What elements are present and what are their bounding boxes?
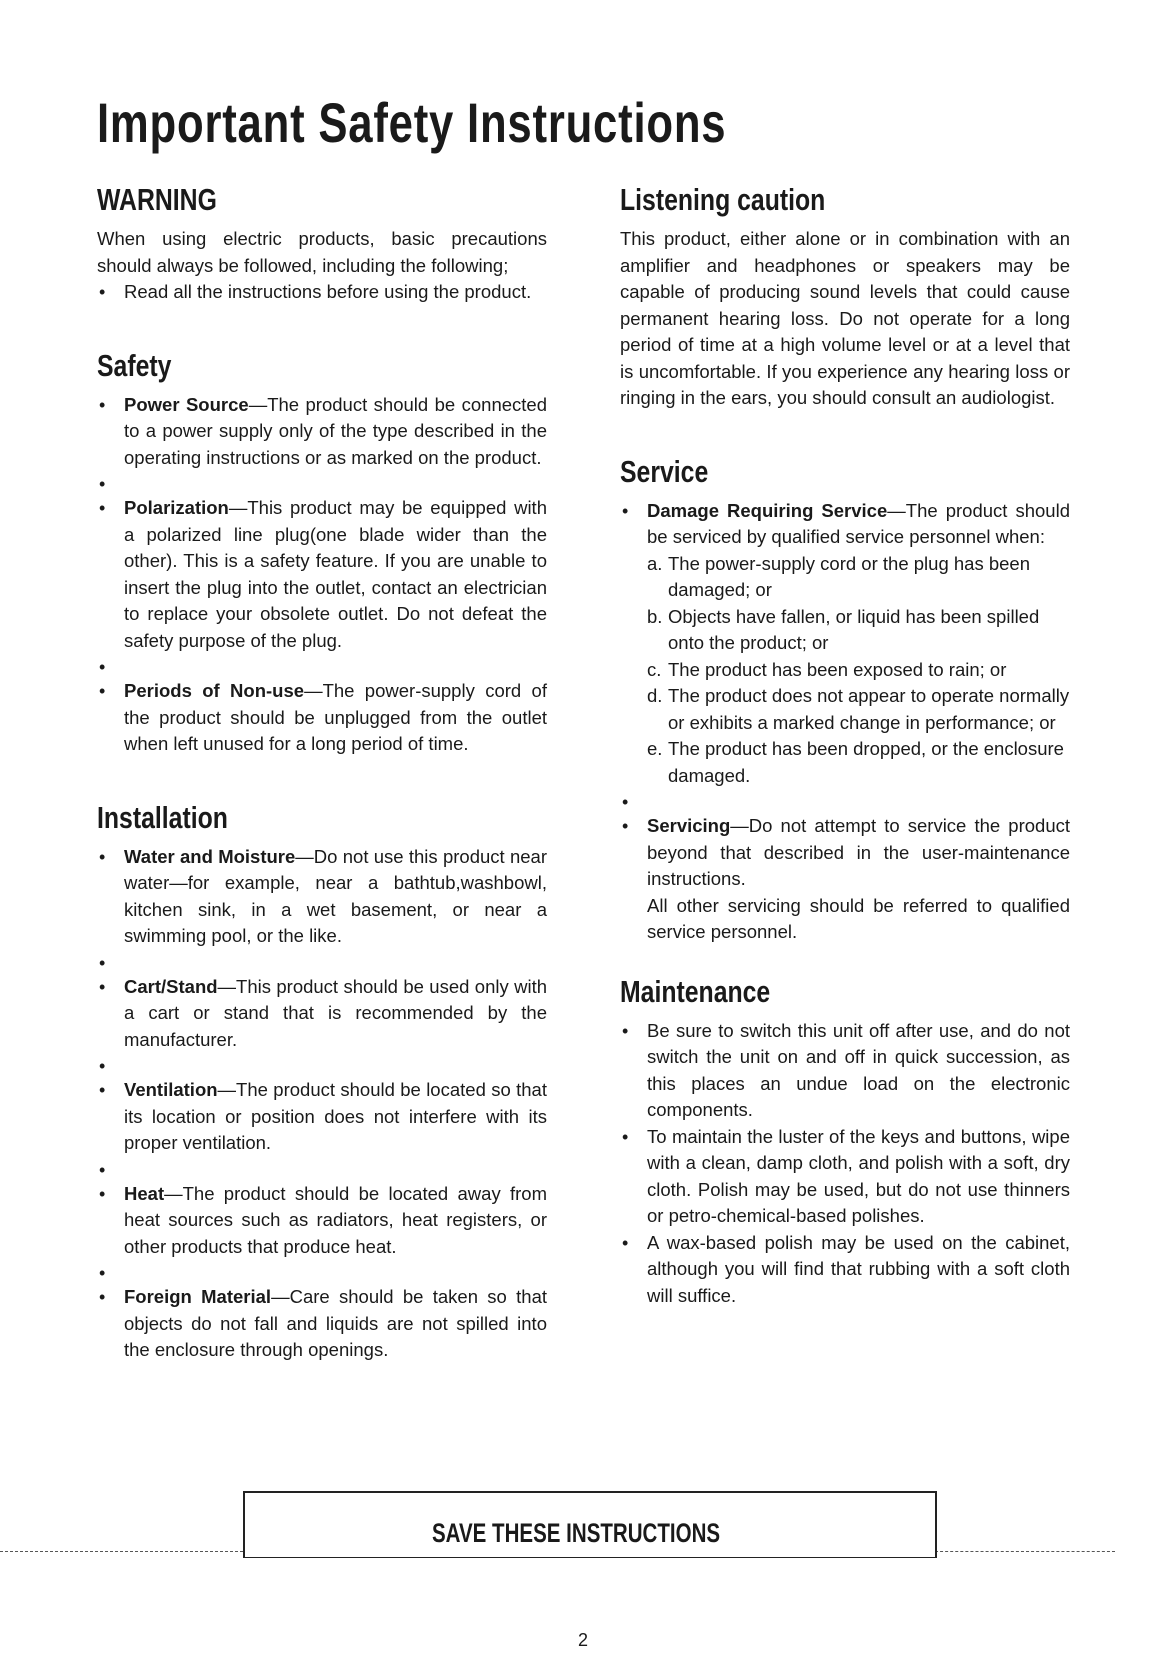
save-instructions-label: SAVE THESE INSTRUCTIONS — [432, 1518, 721, 1548]
item-text: —The product should be connected to a power supply only of the type described in the operating instructions or as marked on the product. — [124, 393, 547, 468]
item-text: —The power-supply cord of the product should be unplugged from the outlet when left unused for a long period of time. — [124, 680, 547, 754]
safety-section — [97, 346, 547, 758]
list-spacer — [97, 950, 547, 974]
warning-intro: When using electric products, basic precautions should always be followed, including the following; — [97, 228, 547, 276]
list-item: • To maintain the luster of the keys and buttons, wipe with a clean, damp cloth, and polish with a soft, dry cloth. Polish may be used, but do not use thinners or petro-chemical-based polishes. — [620, 1124, 1070, 1230]
sub-item — [647, 551, 1070, 604]
dashed-rule-right — [935, 1551, 1115, 1552]
damage-sub-list — [647, 551, 1070, 790]
item-text: —This product should be used only with a cart or stand that is recommended by the manufacturer. — [124, 975, 547, 1050]
item-text: —This product may be equipped with a polarized line plug(one blade wider than the other). This is a safety feature. If you are unable to insert the plug into the outlet, contact an electrician to replace your obsolete outlet. Do not defeat the safety purpose of the plug. — [124, 497, 547, 651]
list-spacer — [97, 1053, 547, 1077]
item-term: Damage Requiring Service — [647, 499, 888, 521]
sub-text: The product has been dropped, or the enclosure damaged. — [668, 738, 1064, 786]
list-item — [97, 844, 547, 950]
item-term: Cart/Stand — [124, 975, 218, 997]
sub-marker: c. — [647, 658, 662, 680]
sub-item — [647, 683, 1070, 736]
list-spacer — [97, 471, 547, 495]
item-term: Ventilation — [124, 1079, 218, 1100]
safety-list — [97, 392, 547, 758]
sub-marker: d. — [647, 685, 663, 706]
item-text: —The product should be located away from heat sources such as radiators, heat registers, or other products that produce heat. — [124, 1182, 547, 1257]
item-text: —Do not use this product near water—for example, near a bathtub,washbowl, kitchen sink, in a wet basement, or near a swimming pool, or the like. — [124, 845, 547, 946]
service-section — [620, 452, 1070, 946]
sub-marker: a. — [647, 552, 663, 574]
list-item — [97, 495, 547, 654]
right-column — [620, 180, 1070, 1309]
sub-item — [647, 657, 1070, 684]
sub-marker: e. — [647, 738, 663, 759]
item-text: —The product should be located so that its location or position does not interfere with its proper ventilation. — [124, 1079, 547, 1153]
maintenance-heading: Maintenance — [620, 973, 771, 1009]
page-title: Important Safety Instructions — [97, 91, 727, 154]
item-text: —Care should be taken so that objects do not fall and liquids are not spilled into the enclosure through openings. — [124, 1286, 548, 1360]
sub-item — [647, 736, 1070, 789]
service-list — [620, 498, 1070, 946]
list-spacer — [97, 654, 547, 678]
sub-item — [647, 604, 1070, 657]
item-text: —The product should be serviced by qualified service personnel when: — [647, 499, 1070, 547]
list-item — [97, 974, 547, 1054]
sub-text: Objects have fallen, or liquid has been spilled onto the product; or — [668, 605, 1040, 653]
list-item — [97, 1284, 547, 1364]
listening-section — [620, 180, 1070, 412]
list-item: • Be sure to switch this unit off after use, and do not switch the unit on and off in quick succession, as this places an undue load on the electronic components. — [620, 1018, 1070, 1124]
sub-text: The power-supply cord or the plug has been damaged; or — [668, 552, 1030, 600]
listening-text: This product, either alone or in combination with an amplifier and headphones or speakers may be capable of producing sound levels that could cause permanent hearing loss. Do not operate for a long period of time at a high volume level or at a level that is uncomfortable. If you experience any hearing loss or ringing in the ears, you should consult an audiologist. — [620, 228, 1070, 408]
item-text: —Do not attempt to service the product beyond that described in the user-maintenance instructions. — [647, 815, 1070, 889]
item-term: Water and Moisture — [124, 845, 296, 867]
warning-list — [97, 279, 547, 306]
list-item — [97, 678, 547, 758]
list-item — [97, 1077, 547, 1157]
dashed-rule-left — [0, 1551, 243, 1552]
page-number: 2 — [578, 1630, 589, 1650]
save-instructions-box — [243, 1491, 937, 1558]
service-heading: Service — [620, 453, 709, 489]
list-item — [620, 813, 1070, 946]
list-item: • Read all the instructions before using the product. — [97, 279, 547, 306]
maintenance-section — [620, 972, 1070, 1310]
sub-marker: b. — [647, 605, 663, 627]
list-spacer — [620, 789, 1070, 813]
safety-heading: Safety — [97, 347, 172, 383]
installation-heading: Installation — [97, 799, 228, 835]
warning-heading: WARNING — [97, 182, 217, 217]
list-item — [97, 392, 547, 472]
item-term: Power Source — [124, 393, 249, 415]
list-item — [620, 498, 1070, 790]
installation-section — [97, 798, 547, 1364]
item-term: Polarization — [124, 497, 229, 518]
list-spacer — [97, 1260, 547, 1284]
item-text: All other servicing should be referred to qualified service personnel. — [647, 894, 1070, 942]
maintenance-list — [620, 1018, 1070, 1310]
list-item — [97, 1181, 547, 1261]
item-term: Foreign Material — [124, 1286, 272, 1307]
item-term: Heat — [124, 1182, 165, 1204]
listening-heading: Listening caution — [620, 182, 826, 217]
item-term: Periods of Non-use — [124, 680, 305, 701]
left-column — [97, 180, 547, 1364]
item-term: Servicing — [647, 815, 731, 836]
list-spacer — [97, 1157, 547, 1181]
list-item: • A wax-based polish may be used on the cabinet, although you will find that rubbing with a soft cloth will suffice. — [620, 1230, 1070, 1310]
sub-text: The product does not appear to operate normally or exhibits a marked change in performance; or — [668, 685, 1070, 733]
sub-text: The product has been exposed to rain; or — [668, 658, 1007, 680]
warning-section — [97, 180, 547, 306]
installation-list — [97, 844, 547, 1364]
